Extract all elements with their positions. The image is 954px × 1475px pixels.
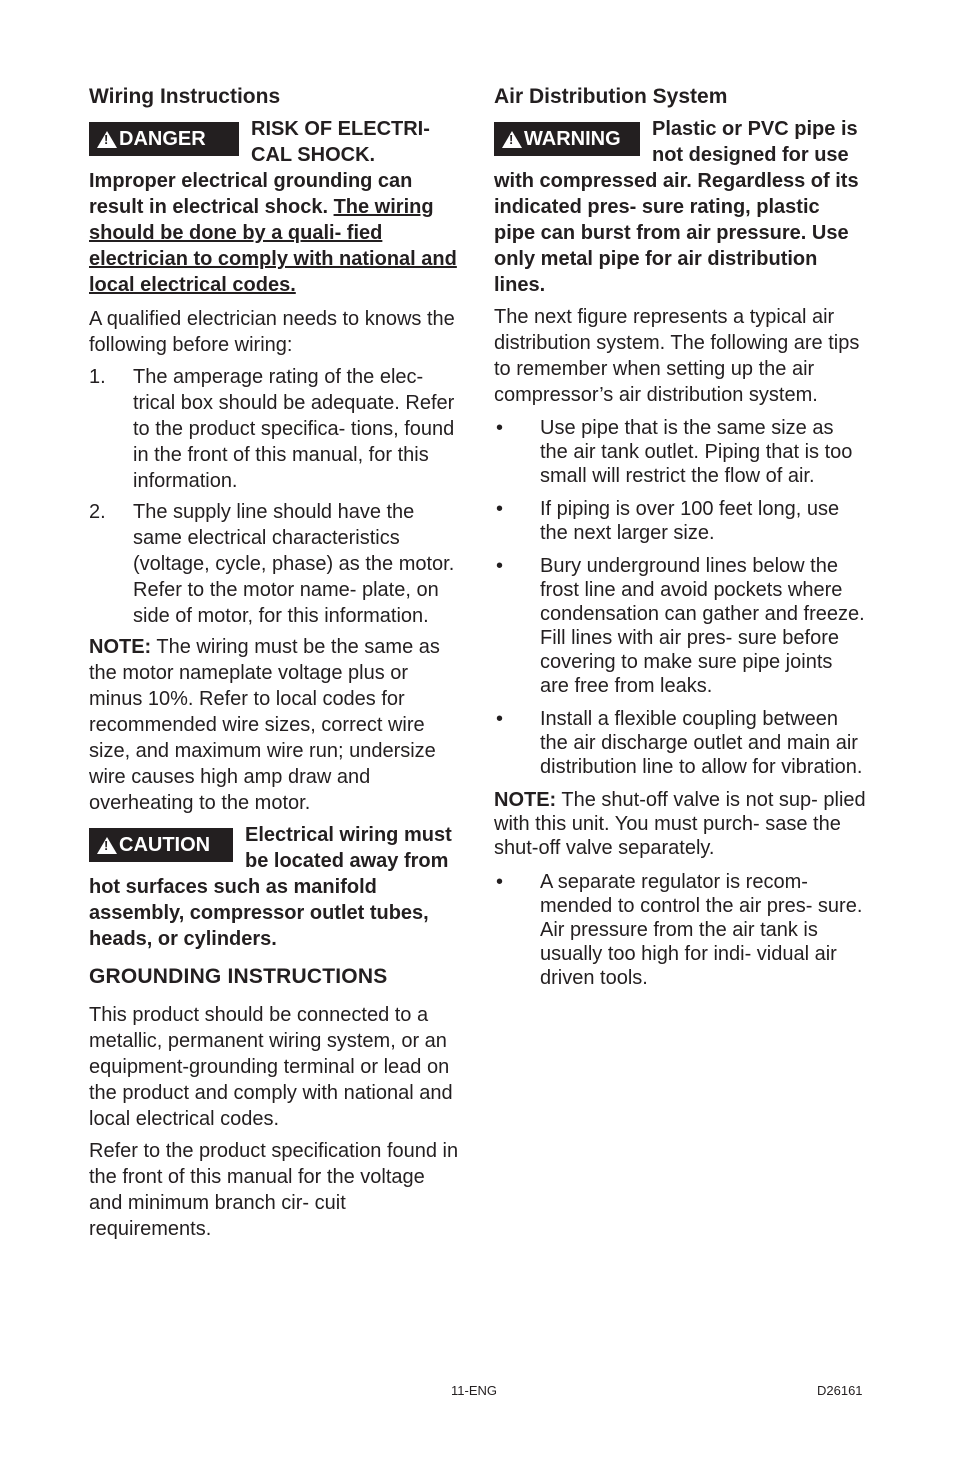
list-item: 1. The amperage rating of the elec- trical box should be adequate. Refer to the product specifica- tions, found in the front of this manual, for this information.: [89, 366, 455, 492]
note-text: The wiring must be the same as the motor nameplate voltage plus or minus 10%. Refer to local codes for recommended wire sizes, correct wire size, and maximum wire run; undersize wire causes high amp draw and overheating to the motor.: [89, 636, 440, 814]
wiring-note: [89, 634, 461, 816]
wiring-intro: A qualified electrician needs to knows the following before wiring:: [89, 308, 455, 356]
list-item: • Bury underground lines below the frost line and avoid pockets where condensation can gather and freeze. Fill lines with air pres- sure before covering to make sure pipe joints are free from leaks.: [496, 555, 865, 697]
danger-alert: [89, 116, 461, 298]
bullet-icon: •: [496, 555, 504, 577]
warning-triangle-icon: [502, 131, 522, 148]
warning-triangle-icon: [97, 131, 117, 148]
grounding-paragraph-2: Refer to the product specification found in the front of this manual for the voltage and minimum branch cir- cuit requirements.: [89, 1140, 459, 1240]
air-distribution-heading: Air Distribution System: [494, 85, 728, 108]
left-column: [89, 84, 461, 1242]
list-item: • A separate regulator is recom- mended to control the air pres- sure. Air pressure from the air tank is usually too high for indi- vidual air driven tools.: [496, 871, 863, 989]
danger-lead: RISK OF ELECTRI- CAL SHOCK.: [251, 118, 430, 166]
list-item: • If piping is over 100 feet long, use the next larger size.: [496, 498, 840, 544]
list-item: • Install a flexible coupling between the air discharge outlet and main air distribution line to allow for vibration.: [496, 708, 863, 778]
right-column: [494, 84, 866, 999]
bullet-icon: •: [496, 498, 504, 520]
note-label: NOTE:: [89, 636, 152, 658]
caution-label: CAUTION: [119, 834, 211, 856]
air-tips-2: [494, 870, 866, 990]
wiring-heading: Wiring Instructions: [89, 85, 281, 108]
bullet-icon: •: [496, 417, 504, 439]
caution-alert: [89, 822, 461, 952]
warning-label: WARNING: [524, 128, 621, 150]
bullet-icon: •: [496, 708, 504, 730]
air-intro: The next figure represents a typical air distribution system. The following are tips to remember when setting up the air compressor’s air distribution system.: [494, 306, 860, 406]
air-tips: [494, 416, 866, 779]
wiring-steps: [89, 364, 461, 629]
list-item: • Use pipe that is the same size as the air tank outlet. Piping that is too small will restrict the flow of air.: [496, 417, 853, 487]
danger-body: [89, 168, 461, 298]
note-text: The shut-off valve is not sup- plied with this unit. You must purch- sase the shut-off valve separately.: [494, 789, 866, 859]
caution-text: Electrical wiring must be located away from hot surfaces such as manifold assembly, compressor outlet tubes, heads, or cylinders.: [89, 824, 452, 950]
grounding-heading: GROUNDING INSTRUCTIONS: [89, 965, 388, 988]
warning-badge: [494, 122, 640, 156]
danger-body-plain: Improper electrical grounding can result in electrical shock.: [89, 170, 413, 218]
list-item: 2. The supply line should have the same electrical characteristics (voltage, cycle, phase) as the motor. Refer to the motor name- plate, on side of motor, for this information.: [89, 501, 455, 627]
warning-triangle-icon: [97, 837, 117, 854]
document-code: D26161: [817, 1383, 863, 1398]
warning-alert: [494, 116, 866, 298]
danger-body-underlined: The wiring should be done by a quali- fied electrician to comply with national and local electrical codes.: [89, 196, 457, 296]
page-number: 11-ENG: [451, 1383, 497, 1398]
danger-label: DANGER: [119, 128, 206, 150]
grounding-paragraph-1: This product should be connected to a metallic, permanent wiring system, or an equipment-grounding terminal or lead on the product and comply with national and local electrical codes.: [89, 1004, 453, 1130]
bullet-icon: •: [496, 871, 504, 893]
air-note: [494, 788, 866, 860]
warning-text: Plastic or PVC pipe is not designed for use with compressed air. Regardless of its indicated pres- sure rating, plastic pipe can burst from air pressure. Use only metal pipe for air distribution lines.: [494, 118, 859, 296]
danger-badge: [89, 122, 239, 156]
caution-badge: [89, 828, 233, 862]
note-label: NOTE:: [494, 789, 557, 811]
